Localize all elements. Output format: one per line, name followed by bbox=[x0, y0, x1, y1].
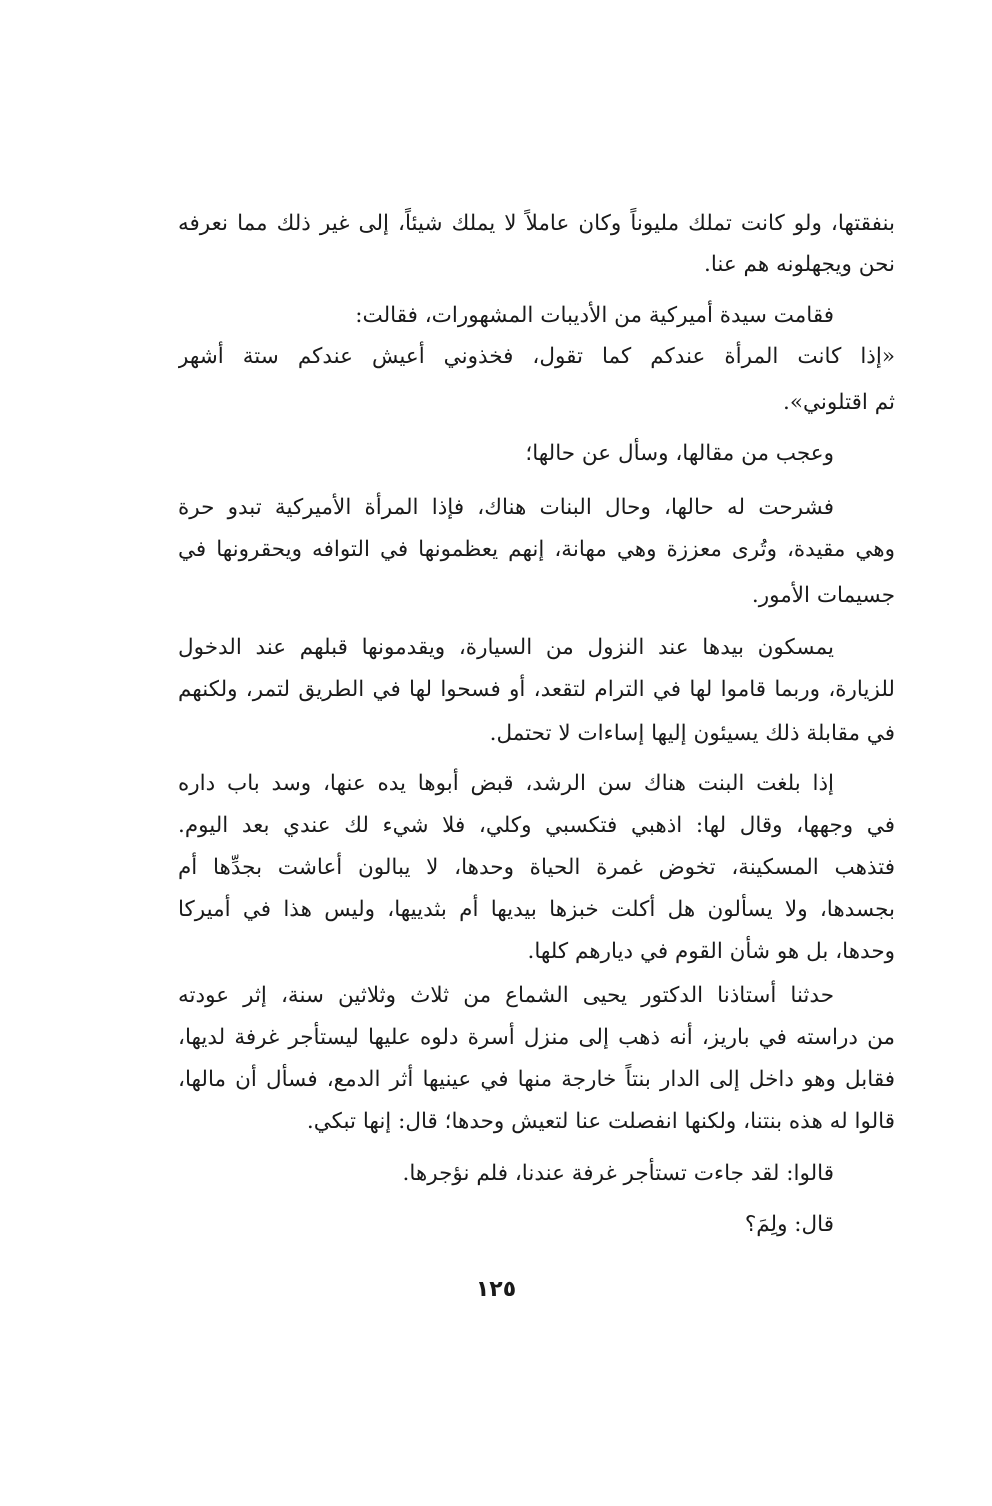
text-line: «إذا كانت المرأة عندكم كما تقول، فخذوني أعيش عندكم ستة أشهر bbox=[178, 344, 895, 369]
page-number: ١٢٥ bbox=[475, 1277, 517, 1302]
text-line: بنفقتها، ولو كانت تملك مليوناً وكان عاملاً لا يملك شيئاً، إلى غير ذلك مما نعرفه bbox=[178, 211, 895, 236]
text-line: فقابل وهو داخل إلى الدار بنتاً خارجة منها في عينيها أثر الدمع، فسأل أن مالها، bbox=[178, 1067, 895, 1092]
text-line: من دراسته في باريز، أنه ذهب إلى منزل أسرة دلوه عليها ليستأجر غرفة لديها، bbox=[178, 1025, 895, 1050]
text-line: وهي مقيدة، وتُرى معززة وهي مهانة، إنهم يعظمونها في التوافه ويحقرونها في bbox=[178, 537, 895, 562]
text-line: وعجب من مقالها، وسأل عن حالها؛ bbox=[525, 441, 834, 466]
text-line: يمسكون بيدها عند النزول من السيارة، ويقدمونها قبلهم عند الدخول bbox=[178, 635, 834, 660]
text-line: وحدها، بل هو شأن القوم في ديارهم كلها. bbox=[527, 939, 895, 964]
text-line: جسيمات الأمور. bbox=[751, 583, 895, 608]
text-line: قالوا له هذه بنتنا، ولكنها انفصلت عنا لتعيش وحدها؛ قال: إنها تبكي. bbox=[306, 1109, 895, 1134]
text-line: في مقابلة ذلك يسيئون إليها إساءات لا تحتمل. bbox=[489, 721, 895, 746]
text-line: فشرحت له حالها، وحال البنات هناك، فإذا المرأة الأميركية تبدو حرة bbox=[178, 495, 834, 520]
text-line: قال: ولِمَ؟ bbox=[744, 1212, 834, 1237]
text-line: فتذهب المسكينة، تخوض غمرة الحياة وحدها، لا يبالون أعاشت بجدِّها أم bbox=[178, 855, 895, 880]
text-line: بجسدها، ولا يسألون هل أكلت خبزها بيديها أم بثدييها، وليس هذا في أميركا bbox=[178, 897, 895, 922]
text-line: ثم اقتلوني». bbox=[783, 390, 895, 415]
text-line: إذا بلغت البنت هناك سن الرشد، قبض أبوها يده عنها، وسد باب داره bbox=[178, 771, 834, 796]
text-line: حدثنا أستاذنا الدكتور يحيى الشماع من ثلاث وثلاثين سنة، إثر عودته bbox=[178, 983, 834, 1008]
text-line: نحن ويجهلونه هم عنا. bbox=[704, 252, 895, 277]
text-line: للزيارة، وربما قاموا لها في الترام لتقعد، أو فسحوا لها في الطريق لتمر، ولكنهم bbox=[178, 677, 895, 702]
text-line: فقامت سيدة أميركية من الأديبات المشهورات، فقالت: bbox=[355, 303, 834, 328]
text-line: في وجهها، وقال لها: اذهبي فتكسبي وكلي، فلا شيء لك عندي بعد اليوم. bbox=[178, 813, 895, 838]
text-line: قالوا: لقد جاءت تستأجر غرفة عندنا، فلم نؤجرها. bbox=[402, 1161, 834, 1186]
